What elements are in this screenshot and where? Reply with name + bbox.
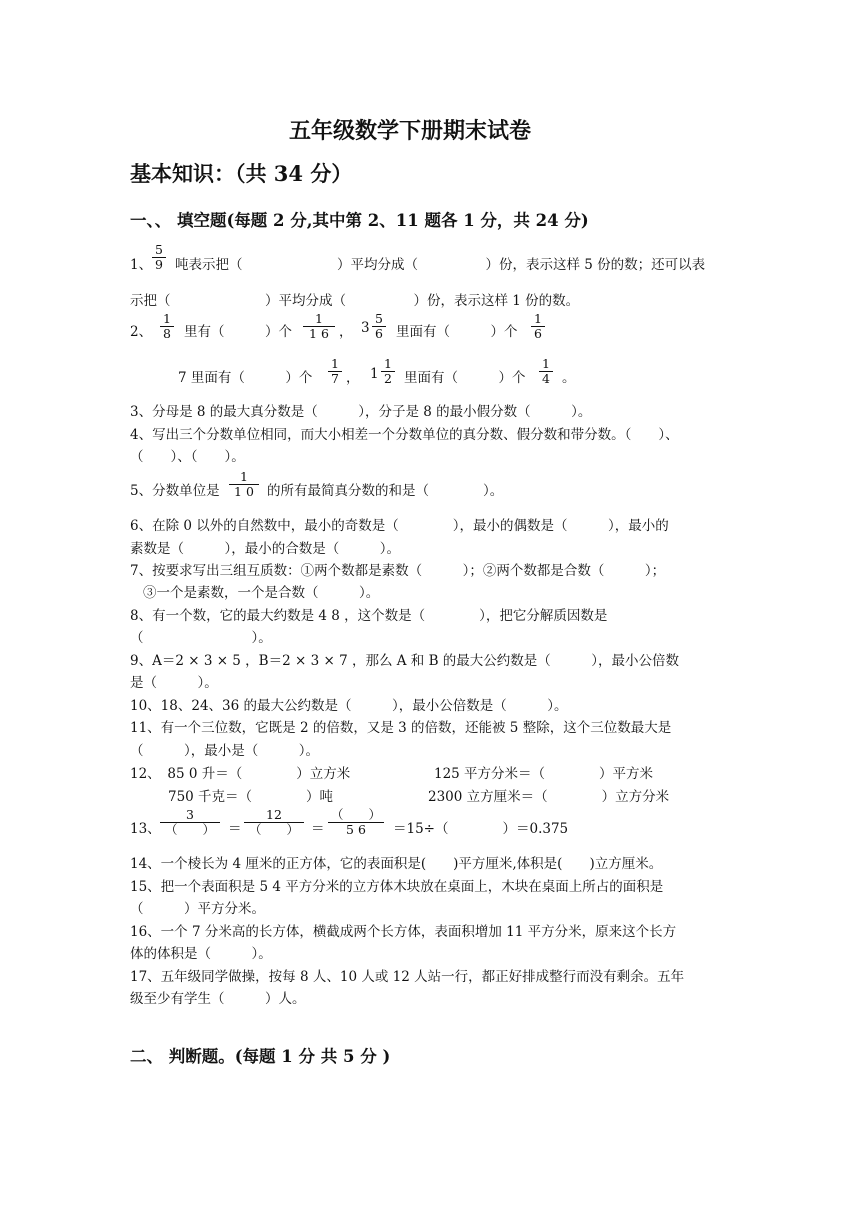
q2-fraction-2 [303, 312, 335, 341]
q13-text: ＝15÷（ ）＝0.375 [393, 821, 569, 837]
q1-prefix: 1、 [130, 257, 153, 273]
q1-fraction [152, 243, 166, 272]
q2-end: 。 [562, 370, 576, 386]
q7-text-line2: ③一个是素数，一个是合数（ ）。 [143, 585, 380, 601]
q2-f3-num: 5 [375, 311, 383, 326]
q14-text: 14、一个棱长为 4 厘米的正方体，它的表面积是( )平方厘米,体积是( )立方厘米。 [130, 856, 663, 872]
q1-text-line2: 示把（ ）平均分成（ ）份，表示这样 1 份的数。 [130, 293, 580, 309]
q2-fraction-4 [531, 312, 545, 341]
q9-text: 9、A＝2 × 3 × 5 ，B＝2 × 3 × 7 ，那么 A 和 B 的最大公约数是（ ），最小公倍数 [130, 653, 680, 669]
q2-f5-den: 7 [328, 371, 342, 386]
q11-text: 11、有一个三位数，它既是 2 的倍数，又是 3 的倍数，还能被 5 整除，这个三位数最大是 [130, 720, 672, 736]
q9-text-line2: 是（ ）。 [130, 675, 218, 691]
q5-text: 的所有最简真分数的和是（ ）。 [267, 483, 504, 499]
q2-f1-num: 1 [163, 311, 171, 326]
q6-text: 6、在除 0 以外的自然数中，最小的奇数是（ ），最小的偶数是（ ），最小的 [130, 518, 669, 534]
q13-f1-den: （ ） [160, 822, 220, 837]
q2-f3-den: 6 [372, 326, 386, 341]
q2-fraction-5 [328, 357, 342, 386]
q8-text: 8、有一个数，它的最大约数是 4 8 ，这个数是（ ），把它分解质因数是 [130, 608, 608, 624]
q13-f1-num: 3 [186, 807, 194, 822]
q2-f4-num: 1 [534, 311, 542, 326]
q15-text-line2: （ ）平方分米。 [130, 901, 265, 917]
q17-text-line2: 级至少有学生（ ）人。 [130, 991, 306, 1007]
q2-text-1: 里有（ ）个 [184, 324, 292, 340]
q12-item-d: 2300 立方厘米＝（ ）立方分米 [428, 789, 670, 805]
q2-f4-den: 6 [531, 326, 545, 341]
q5-frac-den: 1 0 [229, 484, 259, 499]
q2-f6-num: 1 [384, 356, 392, 371]
q5-prefix: 5、分数单位是 [130, 483, 220, 499]
q2-f7-den: 4 [539, 371, 553, 386]
q10-text: 10、18、24、36 的最大公约数是（ ），最小公倍数是（ ）。 [130, 698, 568, 714]
q2-comma-1: ， [339, 324, 353, 340]
q2-text-2: 里面有（ ）个 [396, 324, 518, 340]
q3-text: 3、分母是 8 的最大真分数是（ ），分子是 8 的最小假分数（ ）。 [130, 404, 592, 420]
q13-f3-num: （ ） [330, 807, 381, 822]
q5-fraction [229, 470, 259, 499]
part1-heading: 一、、 填空题(每题 2 分,其中第 2、11 题各 1 分，共 24 分) [130, 211, 589, 230]
q5-frac-num: 1 [240, 469, 248, 484]
q2-fraction-3 [372, 312, 386, 341]
q11-text-line2: （ ），最小是（ ）。 [130, 743, 319, 759]
q8-text-line2: （ ）。 [130, 630, 272, 646]
q13-equals-1: ＝ [228, 821, 242, 837]
part2-heading: 二、 判断题。(每题 1 分 共 5 分 ) [130, 1047, 391, 1066]
q13-fraction-3 [328, 808, 384, 837]
q4-text-line2: （ ）、（ ）。 [130, 449, 245, 465]
q1-text: 吨表示把（ ）平均分成（ ）份，表示这样 5 份的数；还可以表 [175, 257, 706, 273]
q2-f1-den: 8 [160, 326, 174, 341]
q13-equals-2: ＝ [311, 821, 325, 837]
q1-frac-den: 9 [152, 257, 166, 272]
q2-fraction-1 [160, 312, 174, 341]
q12-item-b: 125 平方分米＝（ ）平方米 [434, 766, 654, 782]
q2-f2-den: 1 6 [303, 326, 335, 341]
q2-comma-2: ， [346, 370, 360, 386]
q13-prefix: 13、 [130, 821, 161, 837]
page-title: 五年级数学下册期末试卷 [289, 118, 532, 144]
q4-text: 4、写出三个分数单位相同，而大小相差一个分数单位的真分数、假分数和带分数。（ ）、 [130, 427, 679, 443]
q2-text-4: 里面有（ ）个 [404, 370, 526, 386]
q17-text: 17、五年级同学做操，按每 8 人、10 人或 12 人站一行，都正好排成整行而没有剩余。五年 [130, 969, 685, 985]
q2-fraction-7 [539, 357, 553, 386]
q12-item-c: 750 千克＝（ ）吨 [168, 789, 334, 805]
q2-whole-2: 1 [370, 366, 379, 382]
q2-f7-num: 1 [542, 356, 550, 371]
q13-f2-den: （ ） [244, 822, 304, 837]
q2-f6-den: 2 [381, 371, 395, 386]
q13-f3-den: 5 6 [328, 822, 384, 837]
q12-item-a: 12、 85 0 升＝（ ）立方米 [130, 766, 351, 782]
q13-f2-num: 12 [266, 807, 282, 822]
q15-text: 15、把一个表面积是 5 4 平方分米的立方体木块放在桌面上，木块在桌面上所占的面积是 [130, 879, 664, 895]
q6-text-line2: 素数是（ ），最小的合数是（ ）。 [130, 541, 400, 557]
q2-f2-num: 1 [315, 311, 323, 326]
q1-frac-num: 5 [155, 242, 163, 257]
q2-text-3: 7 里面有（ ）个 [178, 370, 313, 386]
q2-whole-1: 3 [361, 320, 370, 336]
section-basic-heading: 基本知识：（共 34 分） [130, 161, 353, 186]
q13-fraction-2 [244, 808, 304, 837]
q13-fraction-1 [160, 808, 220, 837]
q16-text-line2: 体的体积是（ ）。 [130, 946, 272, 962]
q7-text: 7、按要求写出三组互质数：①两个数都是素数（ ）；②两个数都是合数（ ）； [130, 563, 666, 579]
q2-prefix: 2、 [130, 324, 153, 340]
q2-f5-num: 1 [331, 356, 339, 371]
q2-fraction-6 [381, 357, 395, 386]
q16-text: 16、一个 7 分米高的长方体，横截成两个长方体，表面积增加 11 平方分米，原来这个长方 [130, 924, 677, 940]
